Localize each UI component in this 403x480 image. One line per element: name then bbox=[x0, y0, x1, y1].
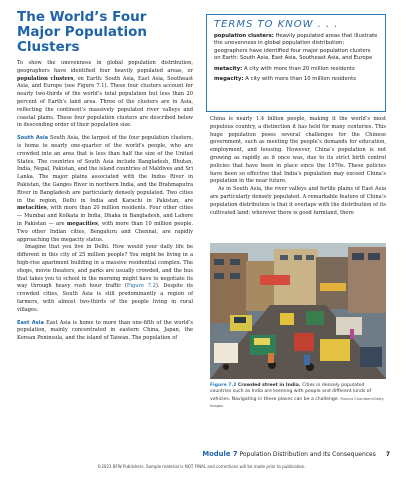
figure-title: Crowded street in India. bbox=[237, 383, 301, 388]
intro-paragraph: To show the unevenness in global population distribution, geographers have identified four heavily populated areas, or population clusters, on Earth: South Asia, East Asia, Southeast Asia, and Europe (see Figure 7.1). These four clusters account for nearly two-thirds of the world’s total population but less than 20 percent of Earth’s land area. Three of the clusters are in Asia, reflecting the continent’s massively populated river valleys and coastal plains. These four population clusters are described below in descending order of their population size. bbox=[17, 60, 193, 129]
figure-reference-link[interactable]: Figure 7.2 bbox=[126, 283, 156, 290]
copyright-notice: ©2021 BFW Publishers. Sample material is NOT FINAL and corrections will be made prior to publication. bbox=[97, 464, 306, 469]
east-asia-heading: East Asia bbox=[17, 319, 44, 326]
photo-credit: Monica Chambers/Getty Images bbox=[210, 396, 384, 409]
module-footer bbox=[200, 450, 390, 458]
term-definition: population clusters: Heavily populated areas that illustrate the unevenness in global population distribution; geographers have identified four major population clusters on Earth: South Asia, East Asia, Southeast Asia, and Europe bbox=[214, 33, 378, 62]
page-title: The World’s Four Major Population Clusters bbox=[17, 9, 147, 55]
delhi-paragraph: Imagine that you live in Delhi. How would your daily life be different in this city of 25 million people? You might be living in a high-rise apartment building in a massive residential complex. The shops, movie theaters, and parks are usually crowded, and the bus that takes you to school in the morning might have to negotiate its way through heavy rush hour traffic (Figure 7.2). Despite its crowded cities, South Asia is still predominantly a region of farmers, with almost two-thirds of the people living in rural villages. bbox=[17, 244, 193, 313]
terms-to-know-box bbox=[206, 14, 386, 112]
right-column bbox=[210, 116, 386, 217]
term-megacities: megacities bbox=[66, 220, 98, 227]
terms-heading: TERMS TO KNOW . . . bbox=[214, 19, 339, 30]
east-asia-plains-paragraph: As in South Asia, the river valleys and fertile plains of East Asia are particularly densely populated. A remarkable feature of China’s population distribution is that it overlaps with the distribution of its cultivated land: wherever there is good farmland, there bbox=[210, 186, 386, 216]
left-column bbox=[17, 60, 193, 343]
page-number: 7 bbox=[385, 451, 390, 458]
figure-caption bbox=[210, 383, 386, 411]
module-label: Module 7 bbox=[202, 450, 238, 458]
term-definition: metacity: A city with more than 20 million residents bbox=[214, 65, 355, 72]
east-asia-paragraph: East Asia East Asia is home to more than one-fifth of the world’s population, mainly concentrated in eastern China, Japan, the Korean Peninsula, and the island of Taiwan. The population of bbox=[17, 319, 193, 342]
figure-label: Figure 7.2 bbox=[210, 383, 237, 388]
crowded-street-photo bbox=[210, 243, 386, 379]
term-metacities: metacities bbox=[17, 205, 47, 212]
south-asia-paragraph: South Asia South Asia, the largest of the four population clusters, is home to nearly one-quarter of the world’s people, who are crowded into an area that is less than half the size of the United States. The countries of South Asia include Bangladesh, Bhutan, India, Nepal, Pakistan, and the island countries of Maldives and Sri Lanka. The major plains associated with the Indus River in Pakistan, the Ganges River in northern India, and the Brahmaputra River in Bangladesh are particularly densely populated. Two cities in the region, Delhi in India and Karachi in Pakistan, are metacities, with more than 20 million residents. Four other cities — Mumbai and Kolkata in India, Dhaka in Bangladesh, and Lahore in Pakistan — are megacities, with more than 10 million people. Two other Indian cities, Bengaluru and Chennai, are rapidly approaching the megacity status. bbox=[17, 135, 194, 243]
south-asia-heading: South Asia bbox=[17, 135, 49, 142]
figure-text: Cities in densely populated countries such as India are teeming with people and different kinds of vehicles. Navigating in these places can be a challenge. bbox=[210, 383, 372, 402]
term-definition: megacity: A city with more than 10 million residents bbox=[214, 76, 356, 83]
china-paragraph: China is nearly 1.4 billion people, making it the world’s most populous country, a distinction it has held for many centuries. This huge population poses several challenges for the Chinese government, such as meeting the people’s demands for education, employment, and housing. However, China’s population is not growing as rapidly as it once was, due to its strict birth control policies that have been in place since the 1970s. These policies have been so effective that India’s population may exceed China’s population in the near future. bbox=[210, 116, 386, 185]
term-population-clusters: population clusters bbox=[17, 75, 74, 82]
module-title: Population Distribution and Its Consequences bbox=[239, 451, 376, 458]
